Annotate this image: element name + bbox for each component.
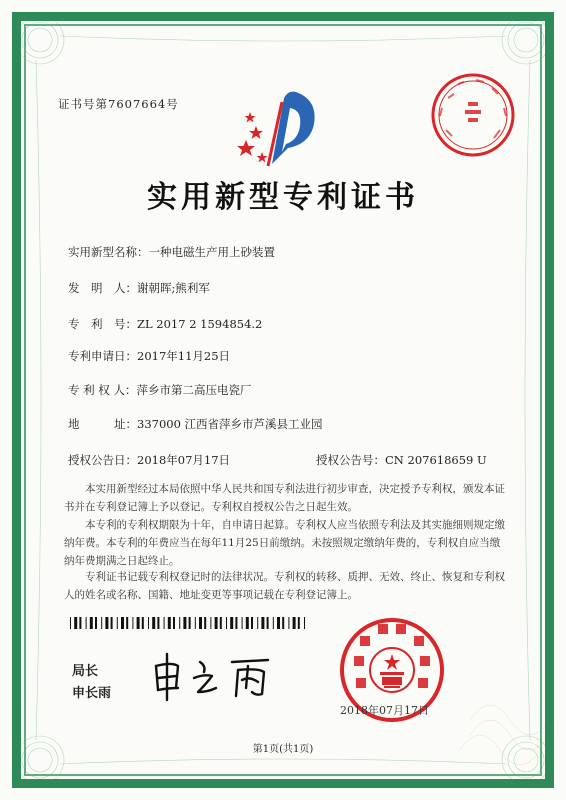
field-value: 2017年11月25日 — [137, 349, 231, 363]
barcode-bar — [183, 617, 186, 629]
barcode-bar — [298, 617, 300, 629]
barcode-bar — [121, 617, 124, 629]
barcode-bar — [273, 617, 274, 629]
barcode-bar — [105, 617, 108, 629]
field-value: ZL 2017 2 1594854.2 — [137, 317, 263, 331]
barcode-bar — [157, 617, 159, 629]
barcode-bar — [204, 617, 206, 629]
barcode-bar — [168, 617, 171, 629]
barcode-bar — [148, 617, 149, 629]
barcode-bar — [132, 617, 133, 629]
paragraph-term-notice: 本专利的专利权期限为十年，自申请日起算。专利权人应当依照专利法及其实施细则规定缴纳年费。本专利的年费应当在每年11月25日前缴纳。未按照规定缴纳年费的，专利权自应当缴纳年费期满之日起终止。 — [64, 519, 505, 567]
barcode — [70, 617, 310, 629]
field-value: 337000 江西省萍乡市芦溪县工业园 — [137, 417, 323, 431]
barcode-bar — [101, 617, 102, 629]
field-patent-number — [68, 316, 262, 332]
barcode-bar — [70, 617, 71, 629]
barcode-bar — [246, 617, 249, 629]
signature-name: 申长雨 — [72, 686, 112, 701]
barcode-bar — [282, 617, 284, 629]
field-label: 专 利 权 人： — [68, 383, 137, 397]
barcode-bar — [261, 617, 264, 629]
field-utility-model-name — [68, 244, 275, 260]
field-label: 地 址： — [68, 417, 137, 431]
field-grant-date — [68, 452, 230, 468]
patent-office-logo-icon — [232, 82, 324, 172]
agency-seal-icon — [428, 70, 518, 160]
paragraph-grant-notice: 本实用新型经过本局依照中华人民共和国专利法进行初步审查，决定授予专利权，颁发本证书并在专利登记簿上予以登记。专利权自授权公告之日起生效。 — [64, 483, 505, 513]
barcode-bar — [74, 617, 77, 629]
barcode-bar — [189, 617, 191, 629]
barcode-bar — [90, 617, 93, 629]
field-value: 谢朝晖;熊利军 — [137, 281, 210, 295]
field-grant-number — [316, 452, 487, 468]
page-number: 第1页(共1页) — [252, 744, 314, 755]
certificate-number: 证书号第7607664号 — [58, 97, 179, 111]
barcode-bar — [210, 617, 211, 629]
barcode-bar — [304, 617, 305, 629]
field-patentee — [68, 382, 251, 398]
field-label: 专 利 号： — [68, 317, 137, 331]
field-address — [68, 416, 323, 432]
barcode-bar — [142, 617, 144, 629]
field-value: 萍乡市第二高压电瓷厂 — [136, 383, 252, 397]
barcode-bar — [164, 617, 165, 629]
field-inventor — [68, 280, 210, 296]
barcode-bar — [215, 617, 218, 629]
barcode-bar — [111, 617, 113, 629]
barcode-bar — [126, 617, 128, 629]
barcode-bar — [195, 617, 196, 629]
barcode-bar — [267, 617, 269, 629]
barcode-bar — [152, 617, 155, 629]
paragraph-status-notice: 专利证书记载专利权登记时的法律状况。专利权的转移、质押、无效、终止、恢复和专利权人的姓名或名称、国籍、地址变更等事项记载在专利登记簿上。 — [64, 571, 505, 601]
field-value: CN 207618659 U — [385, 453, 487, 467]
barcode-bar — [235, 617, 237, 629]
field-label: 发 明 人： — [68, 281, 137, 295]
barcode-bar — [179, 617, 180, 629]
barcode-bar — [293, 617, 296, 629]
handwritten-signature-icon — [148, 648, 298, 704]
barcode-bar — [277, 617, 280, 629]
barcode-bar — [257, 617, 258, 629]
barcode-bar — [251, 617, 253, 629]
document-title: 实用新型专利证书 — [147, 180, 419, 215]
barcode-bar — [79, 617, 81, 629]
seal-date: 2018年07月17日 — [340, 704, 429, 717]
barcode-bar — [288, 617, 289, 629]
field-label: 授权公告号： — [316, 453, 385, 467]
barcode-bar — [230, 617, 233, 629]
barcode-bar — [173, 617, 175, 629]
barcode-bar — [137, 617, 140, 629]
field-label: 专利申请日： — [68, 349, 137, 363]
barcode-bar — [199, 617, 202, 629]
barcode-bar — [95, 617, 97, 629]
field-application-date — [68, 348, 230, 364]
barcode-bar — [242, 617, 243, 629]
signature-title: 局长 — [72, 664, 99, 679]
barcode-bar — [220, 617, 222, 629]
field-value: 2018年07月17日 — [137, 453, 231, 467]
barcode-bar — [86, 617, 87, 629]
barcode-bar — [117, 617, 118, 629]
field-label: 实用新型名称： — [68, 245, 149, 259]
field-label: 授权公告日： — [68, 453, 137, 467]
barcode-bar — [226, 617, 227, 629]
field-value: 一种电磁生产用上砂装置 — [148, 245, 275, 259]
